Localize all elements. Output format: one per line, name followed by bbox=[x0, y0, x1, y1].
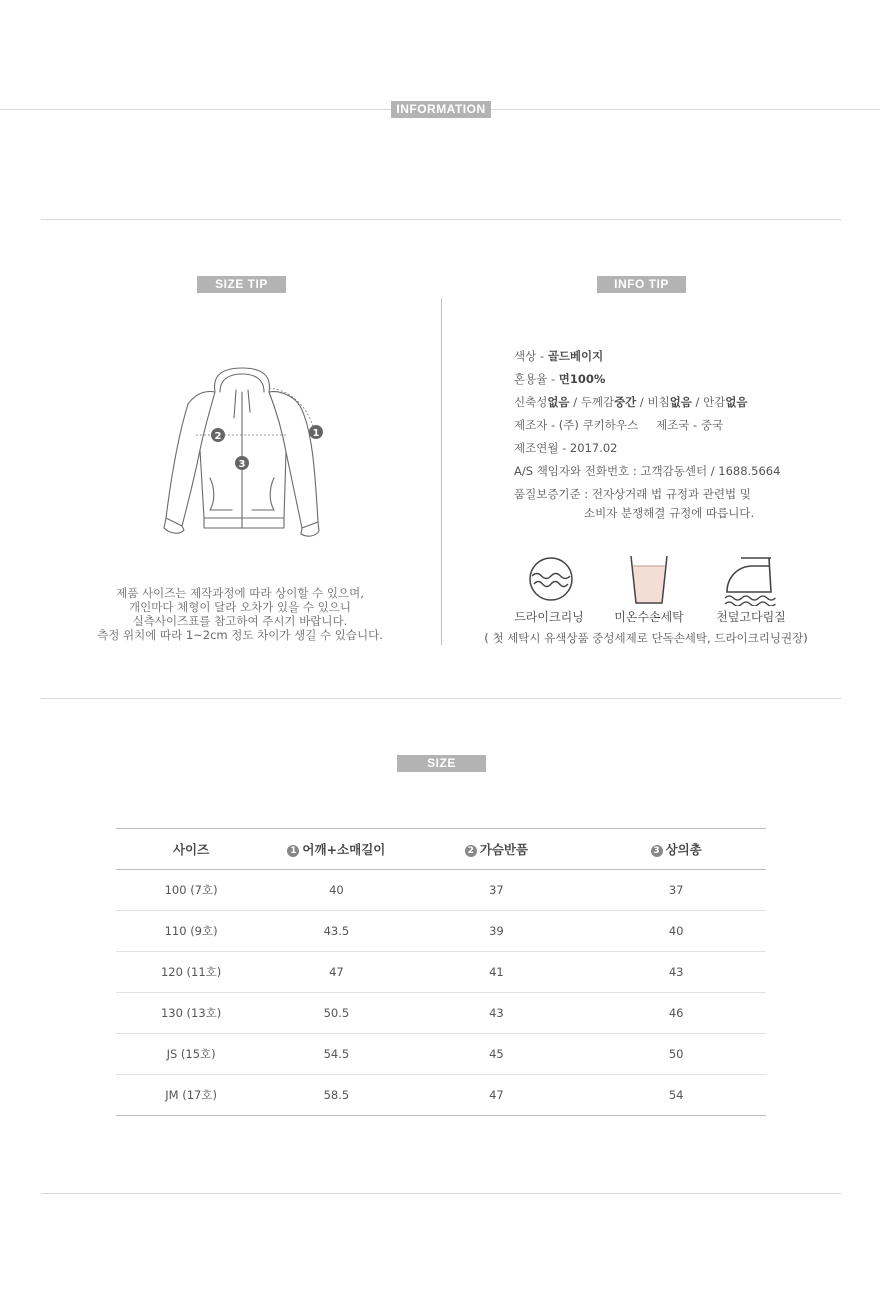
length-cell: 43 bbox=[586, 952, 766, 993]
column-header-size: 사이즈 bbox=[116, 829, 266, 870]
size-cell: 110 (9호) bbox=[116, 911, 266, 952]
size-tip-line: 개인마다 체형이 달라 오차가 있을 수 있으니 bbox=[129, 600, 351, 614]
size-badge: SIZE bbox=[397, 755, 486, 772]
info-tip-badge: INFO TIP bbox=[597, 276, 686, 293]
length-cell: 50 bbox=[586, 1034, 766, 1075]
length-cell: 54 bbox=[586, 1075, 766, 1116]
section-divider-bottom bbox=[41, 1193, 841, 1194]
quality-row: 품질보증기준 : 전자상거래 법 규정과 관련법 및 bbox=[514, 487, 751, 501]
section-divider-middle bbox=[41, 698, 841, 699]
section-divider-top bbox=[41, 219, 841, 220]
marker-1: 1 bbox=[287, 845, 299, 857]
chest-cell: 39 bbox=[407, 911, 587, 952]
quality-row-continued: 소비자 분쟁해결 규정에 따릅니다. bbox=[584, 506, 755, 520]
chest-cell: 47 bbox=[407, 1075, 587, 1116]
column-header-length: 3 상의총 bbox=[586, 829, 766, 870]
size-cell: JS (15호) bbox=[116, 1034, 266, 1075]
size-table bbox=[116, 828, 766, 1116]
length-cell: 46 bbox=[586, 993, 766, 1034]
size-tip-line: 실측사이즈표를 참고하여 주시기 바랍니다. bbox=[132, 614, 348, 628]
marker-3: 3 bbox=[651, 845, 663, 857]
tip-column-divider bbox=[441, 298, 442, 645]
size-cell: 120 (11호) bbox=[116, 952, 266, 993]
country-text: 제조국 - 중국 bbox=[656, 418, 724, 432]
size-cell: 100 (7호) bbox=[116, 870, 266, 911]
shoulder-sleeve-cell: 43.5 bbox=[266, 911, 406, 952]
length-cell: 40 bbox=[586, 911, 766, 952]
shoulder-sleeve-cell: 54.5 bbox=[266, 1034, 406, 1075]
blend-value: 면100% bbox=[558, 372, 606, 386]
table-row bbox=[116, 1075, 766, 1116]
iron-with-cloth-icon bbox=[723, 556, 777, 606]
lukewarm-hand-wash-icon bbox=[627, 553, 671, 605]
iron-label: 천덮고다림질 bbox=[716, 610, 786, 624]
information-badge: INFORMATION bbox=[391, 101, 491, 118]
chest-cell: 41 bbox=[407, 952, 587, 993]
hand-wash-label: 미온수손세탁 bbox=[614, 610, 684, 624]
size-tip-line: 제품 사이즈는 제작과정에 따라 상이할 수 있으며, bbox=[116, 586, 364, 600]
table-row bbox=[116, 870, 766, 911]
size-table-header bbox=[116, 829, 766, 870]
marker-2: 2 bbox=[214, 431, 222, 442]
marker-2: 2 bbox=[465, 845, 477, 857]
color-row: 색상 - 골드베이지 bbox=[514, 349, 604, 363]
hoodie-measure-illustration bbox=[150, 360, 340, 545]
table-row bbox=[116, 952, 766, 993]
shoulder-sleeve-cell: 58.5 bbox=[266, 1075, 406, 1116]
maker-row bbox=[514, 415, 780, 438]
table-row bbox=[116, 1034, 766, 1075]
chest-cell: 43 bbox=[407, 993, 587, 1034]
fabric-properties-row: 신축성없음 / 두께감중간 / 비침없음 / 안감없음 bbox=[514, 395, 748, 409]
marker-1: 1 bbox=[312, 428, 320, 439]
dry-clean-label: 드라이크리닝 bbox=[514, 610, 584, 624]
chest-cell: 37 bbox=[407, 870, 587, 911]
maker-text: 제조자 - (주) 쿠키하우스 bbox=[514, 418, 639, 432]
shoulder-sleeve-cell: 40 bbox=[266, 870, 406, 911]
product-info-list bbox=[514, 346, 780, 526]
dry-clean-icon bbox=[527, 556, 575, 604]
marker-3: 3 bbox=[238, 459, 246, 470]
care-note: ( 첫 세탁시 유색상품 중성세제로 단독손세탁, 드라이크리닝권장) bbox=[484, 631, 808, 645]
blend-row: 혼용율 - 면100% bbox=[514, 372, 606, 386]
size-tip-notice bbox=[60, 586, 420, 642]
size-tip-line: 측정 위치에 따라 1~2cm 정도 차이가 생길 수 있습니다. bbox=[97, 628, 383, 642]
chest-cell: 45 bbox=[407, 1034, 587, 1075]
shoulder-sleeve-cell: 47 bbox=[266, 952, 406, 993]
date-row: 제조연월 - 2017.02 bbox=[514, 441, 618, 455]
size-cell: JM (17호) bbox=[116, 1075, 266, 1116]
as-row: A/S 책임자와 전화번호 : 고객감동센터 / 1688.5664 bbox=[514, 464, 781, 478]
length-cell: 37 bbox=[586, 870, 766, 911]
size-cell: 130 (13호) bbox=[116, 993, 266, 1034]
size-tip-badge: SIZE TIP bbox=[197, 276, 286, 293]
shoulder-sleeve-cell: 50.5 bbox=[266, 993, 406, 1034]
column-header-shoulder-sleeve: 1 어깨+소매길이 bbox=[266, 829, 406, 870]
table-row bbox=[116, 911, 766, 952]
table-row bbox=[116, 993, 766, 1034]
column-header-chest: 2 가슴반품 bbox=[407, 829, 587, 870]
color-value: 골드베이지 bbox=[547, 349, 604, 363]
